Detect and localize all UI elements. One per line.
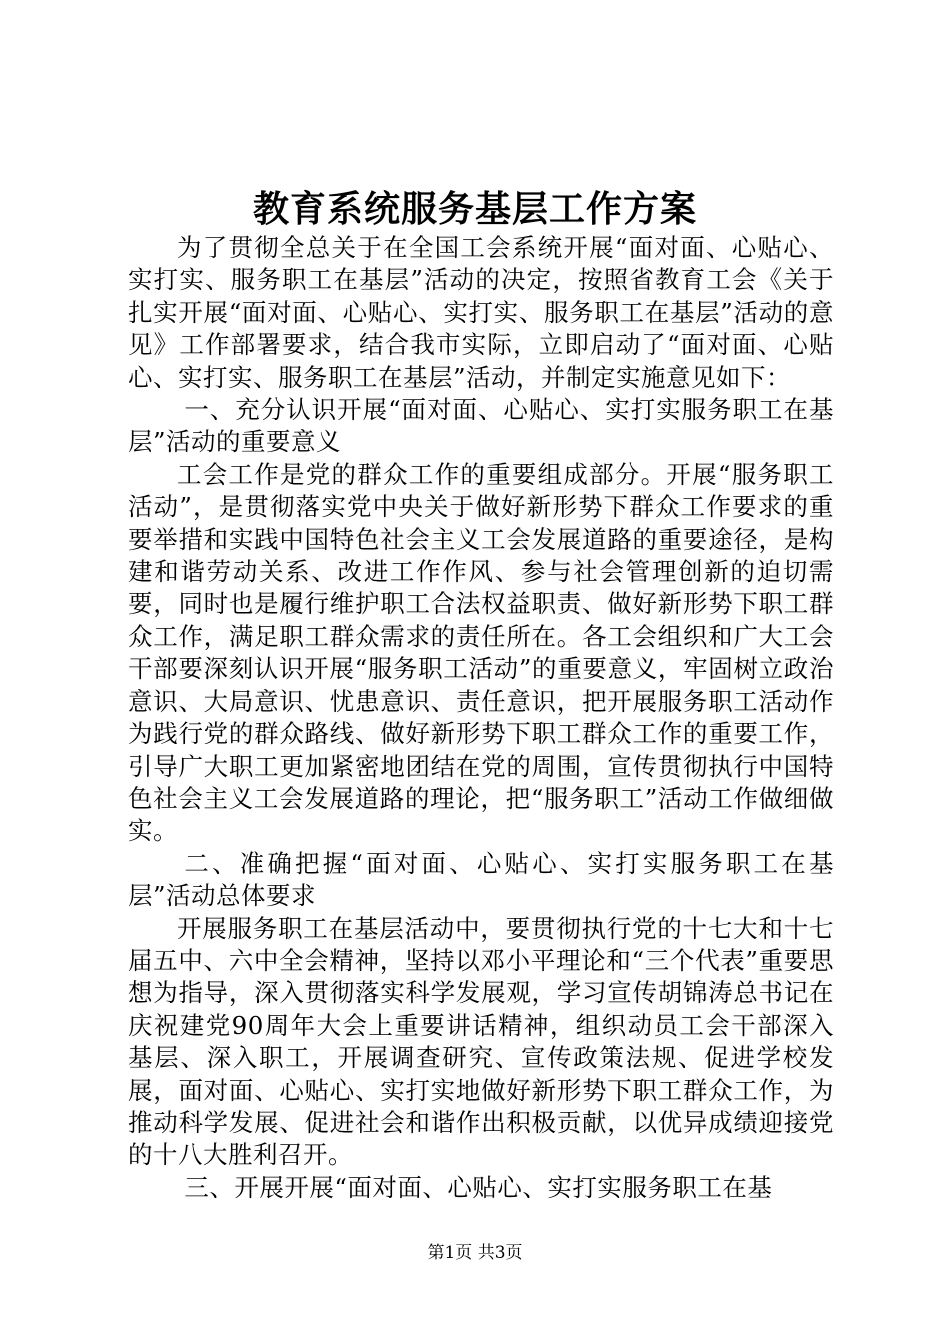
document-title: 教育系统服务基层工作方案: [252, 188, 697, 230]
document-body: [128, 232, 834, 1204]
page-number-footer: 第1页 共3页: [427, 1243, 523, 1263]
section-heading-1: 一、充分认识开展“面对面、心贴心、实打实服务职工在基层”活动的重要意义: [128, 395, 834, 457]
section-heading-2: 二、准确把握“面对面、心贴心、实打实服务职工在基层”活动总体要求: [128, 848, 834, 911]
section-2-paragraph: 开展服务职工在基层活动中，要贯彻执行党的十七大和十七届五中、六中全会精神，坚持以邓小平理论和“三个代表”重要思想为指导，深入贯彻落实科学发展观，学习宣传胡锦涛总书记在庆祝建党90周年大会上重要讲话精神，组织动员工会干部深入基层、深入职工，开展调查研究、宣传政策法规、促进学校发展，面对面、心贴心、实打实地做好新形势下职工群众工作，为推动科学发展、促进社会和谐作出积极贡献，以优异成绩迎接党的十八大胜利召开。: [128, 913, 834, 1170]
section-heading-3: 三、开展开展“面对面、心贴心、实打实服务职工在基: [184, 1172, 773, 1202]
intro-paragraph: 为了贯彻全总关于在全国工会系统开展“面对面、心贴心、实打实、服务职工在基层”活动的决定，按照省教育工会《关于扎实开展“面对面、心贴心、实打实、服务职工在基层”活动的意见》工作部署要求，结合我市实际，立即启动了“面对面、心贴心、实打实、服务职工在基层”活动，并制定实施意见如下：: [128, 233, 834, 392]
section-1-paragraph: 工会工作是党的群众工作的重要组成部分。开展“服务职工活动”，是贯彻落实党中央关于做好新形势下群众工作要求的重要举措和实践中国特色社会主义工会发展道路的重要途径，是构建和谐劳动关系、改进工作作风、参与社会管理创新的迫切需要，同时也是履行维护职工合法权益职责、做好新形势下职工群众工作，满足职工群众需求的责任所在。各工会组织和广大工会干部要深刻认识开展“服务职工活动”的重要意义，牢固树立政治意识、大局意识、忧患意识、责任意识，把开展服务职工活动作为践行党的群众路线、做好新形势下职工群众工作的重要工作，引导广大职工更加紧密地团结在党的周围，宣传贯彻执行中国特色社会主义工会发展道路的理论，把“服务职工”活动工作做细做实。: [128, 459, 834, 846]
